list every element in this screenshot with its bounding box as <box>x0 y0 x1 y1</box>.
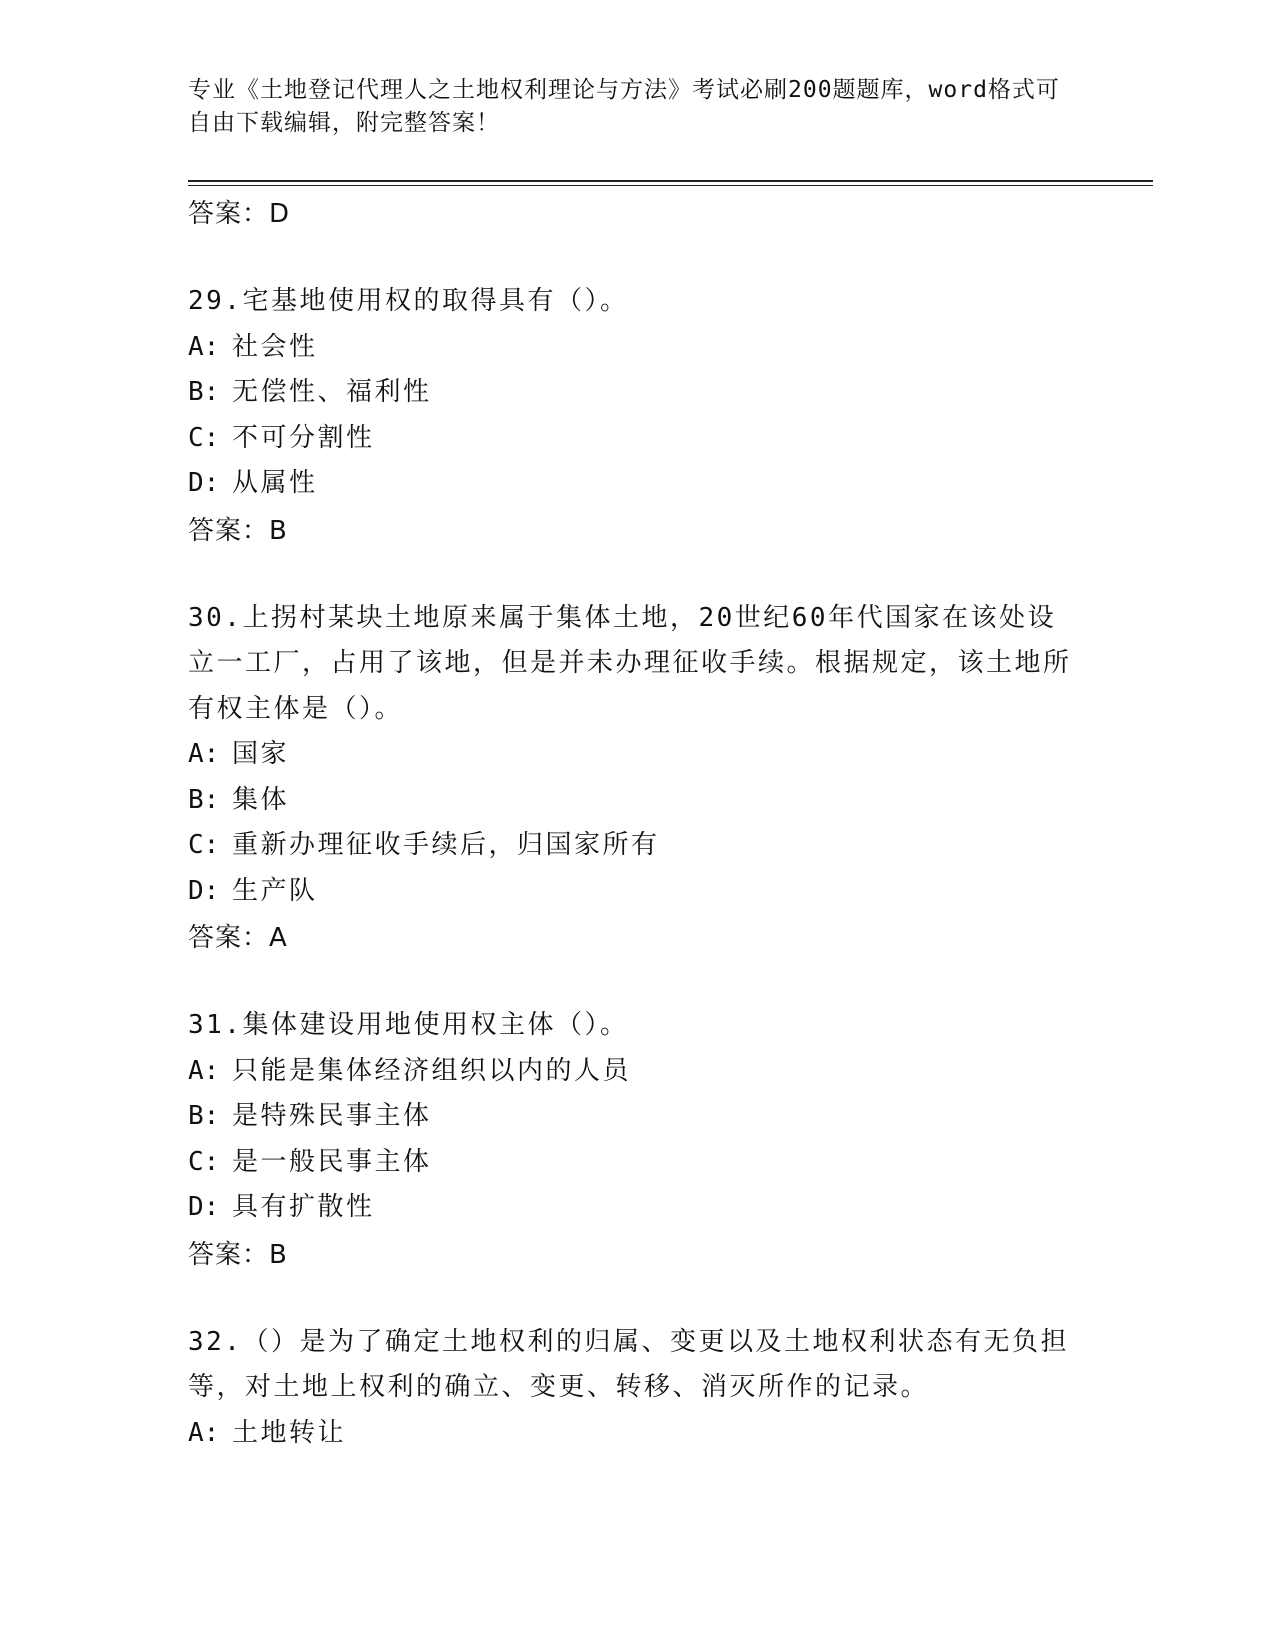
question-stem: 31.集体建设用地使用权主体（）。 <box>188 1010 629 1040</box>
option-text: 无偿性、福利性 <box>232 377 432 407</box>
option-key: B: <box>188 1101 220 1131</box>
option-c <box>188 823 1078 869</box>
question-29 <box>188 279 1078 555</box>
option-a <box>188 1411 1078 1457</box>
option-c <box>188 416 1078 462</box>
option-text: 国家 <box>232 739 290 769</box>
option-b <box>188 1094 1078 1140</box>
question-32 <box>188 1320 1078 1457</box>
option-key: A: <box>188 1417 220 1448</box>
option-text: 集体 <box>232 784 290 815</box>
option-key: A: <box>188 331 220 362</box>
option-text: 是一般民事主体 <box>232 1146 432 1177</box>
question-stem: 30.上拐村某块土地原来属于集体土地，20世纪60年代国家在该处设立一工厂，占用了该地，但是并未办理征收手续。根据规定，该土地所有权主体是（）。 <box>188 602 1072 724</box>
question-stem: 32.（）是为了确定土地权利的归属、变更以及土地权利状态有无负担等，对土地上权利的确立、变更、转移、消灭所作的记录。 <box>188 1326 1069 1402</box>
option-key: A: <box>188 739 220 769</box>
option-text: 土地转让 <box>232 1417 347 1448</box>
answer: 答案：A <box>188 923 288 953</box>
option-a <box>188 1049 1078 1095</box>
option-b <box>188 778 1078 824</box>
answer: 答案：B <box>188 515 288 546</box>
option-key: B: <box>188 377 220 407</box>
option-a <box>188 732 1078 778</box>
answer-28: 答案：D <box>188 199 291 229</box>
question-stem: 29.宅基地使用权的取得具有（）。 <box>188 286 629 316</box>
option-d <box>188 461 1078 507</box>
option-key: B: <box>188 784 220 815</box>
option-b <box>188 370 1078 416</box>
document-header: 专业《土地登记代理人之土地权利理论与方法》考试必刷200题题库，word格式可自由下载编辑，附完整答案！ <box>188 77 1060 136</box>
option-text: 从属性 <box>232 468 318 498</box>
option-d <box>188 869 1078 915</box>
answer: 答案：B <box>188 1239 288 1270</box>
option-key: C: <box>188 1146 220 1177</box>
option-key: D: <box>188 875 220 906</box>
option-a <box>188 325 1078 371</box>
question-list <box>188 190 1078 1456</box>
option-text: 具有扩散性 <box>232 1192 375 1222</box>
option-key: C: <box>188 422 220 453</box>
question-31 <box>188 1003 1078 1279</box>
option-key: D: <box>188 468 220 498</box>
option-text: 生产队 <box>232 875 318 906</box>
option-key: D: <box>188 1192 220 1222</box>
option-c <box>188 1140 1078 1186</box>
header-divider <box>188 180 1153 182</box>
option-text: 重新办理征收手续后，归国家所有 <box>232 830 660 860</box>
option-text: 是特殊民事主体 <box>232 1101 432 1131</box>
option-text: 社会性 <box>232 331 318 362</box>
option-text: 只能是集体经济组织以内的人员 <box>232 1055 632 1086</box>
option-d <box>188 1185 1078 1231</box>
option-text: 不可分割性 <box>232 422 375 453</box>
option-key: C: <box>188 830 220 860</box>
header-divider-thin <box>188 185 1153 186</box>
question-30 <box>188 596 1078 963</box>
option-key: A: <box>188 1055 220 1086</box>
